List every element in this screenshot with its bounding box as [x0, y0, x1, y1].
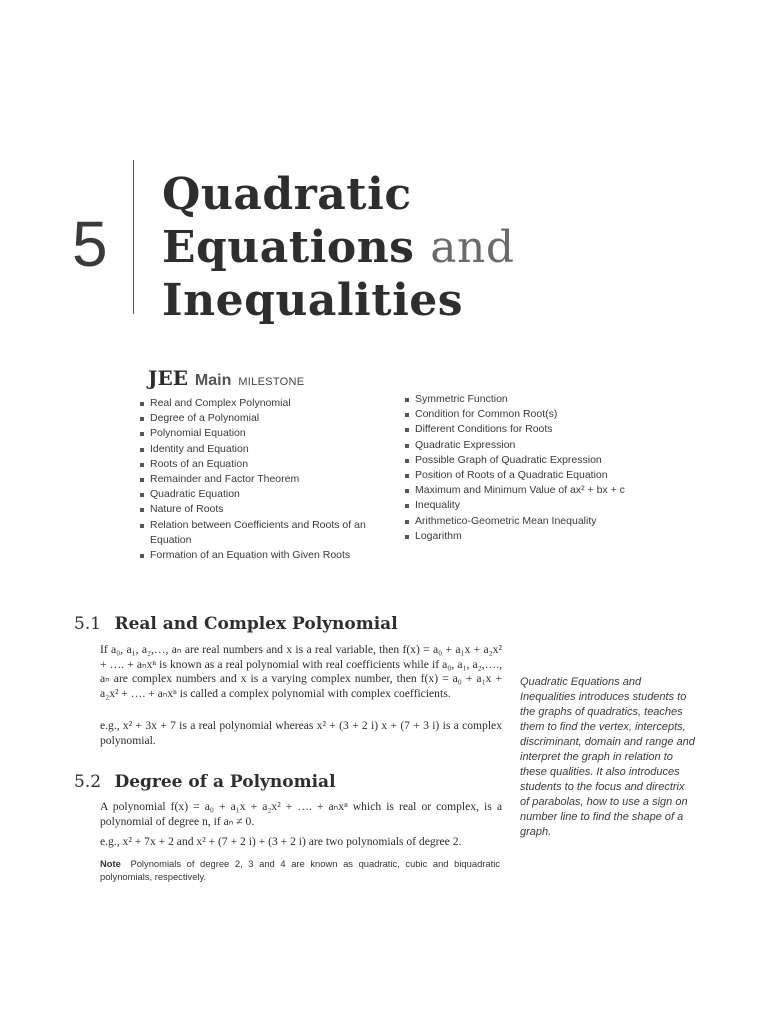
list-item: Maximum and Minimum Value of ax² + bx + c: [404, 483, 664, 498]
list-item: Quadratic Expression: [404, 438, 664, 453]
list-item: Symmetric Function: [404, 392, 664, 407]
section-title: Degree of a Polynomial: [114, 772, 336, 792]
chapter-title: [162, 168, 515, 327]
list-item: Roots of an Equation: [139, 457, 375, 472]
milestone-label: MILESTONE: [238, 376, 305, 388]
milestone-heading: [148, 366, 304, 390]
list-item: Different Conditions for Roots: [404, 422, 664, 437]
list-item: Remainder and Factor Theorem: [139, 472, 375, 487]
section-number: 5.2: [74, 772, 102, 792]
list-item: Possible Graph of Quadratic Expression: [404, 453, 664, 468]
list-item: Identity and Equation: [139, 442, 375, 457]
list-item: Nature of Roots: [139, 502, 375, 517]
note-label: Note: [100, 858, 121, 869]
chapter-title-and: and: [430, 222, 515, 273]
list-item: Position of Roots of a Quadratic Equation: [404, 468, 664, 483]
list-item: Logarithm: [404, 529, 664, 544]
list-item: Degree of a Polynomial: [139, 411, 375, 426]
list-item: Real and Complex Polynomial: [139, 396, 375, 411]
list-item: Condition for Common Root(s): [404, 407, 664, 422]
section-heading-5-1: [74, 614, 398, 634]
section-5-1-example: e.g., x² + 3x + 7 is a real polynomial whereas x² + (3 + 2 i) x + (7 + 3 i) is a complex polynomial.: [100, 719, 502, 747]
chapter-title-line2: Equations: [162, 222, 415, 273]
milestone-jee: JEE: [148, 366, 188, 390]
section-heading-5-2: [74, 772, 336, 792]
note-box: [100, 858, 500, 883]
side-note: Quadratic Equations and Inequalities introduces students to the graphs of quadratics, teaches them to find the vertex, intercepts, discriminant, domain and range and interpret the graph in relation to these qualities. It also introduces students to the focus and directrix of parabolas, how to use a sign on number line to find the shape of a graph.: [520, 676, 695, 838]
section-title: Real and Complex Polynomial: [114, 614, 398, 634]
note-text: Polynomials of degree 2, 3 and 4 are known as quadratic, cubic and biquadratic polynomials, respectively.: [100, 858, 500, 882]
list-item: Polynomial Equation: [139, 426, 375, 441]
section-5-1-paragraph: If a₀, a₁, a₂,…, aₙ are real numbers and x is a real variable, then f(x) = a₀ + a₁x + a₂x² + …. + aₙxⁿ is known as a real polynomial with real coefficients while if a₀, a₁, a₂,…., aₙ are complex numbers and x is a varying complex number, then f(x) = a₀ + a₁x + a₂x² + …. + aₙxⁿ is called a complex polynomial with complex coefficients.: [100, 643, 502, 700]
list-item: Quadratic Equation: [139, 487, 375, 502]
milestone-list-left: [139, 396, 375, 563]
list-item: Arithmetico-Geometric Mean Inequality: [404, 514, 664, 529]
section-5-2-example: e.g., x² + 7x + 2 and x² + (7 + 2 i) + (3 + 2 i) are two polynomials of degree 2.: [100, 835, 462, 848]
chapter-number: 5: [72, 208, 108, 280]
section-number: 5.1: [74, 614, 102, 634]
chapter-title-line1: Quadratic: [162, 169, 412, 220]
chapter-title-line3: Inequalities: [162, 275, 464, 326]
list-item: Formation of an Equation with Given Roots: [139, 548, 375, 563]
list-item: Relation between Coefficients and Roots of an Equation: [139, 518, 375, 548]
milestone-main: Main: [194, 372, 232, 389]
chapter-divider: [133, 160, 134, 314]
list-item: Inequality: [404, 498, 664, 513]
section-5-2-paragraph: A polynomial f(x) = a₀ + a₁x + a₂x² + …. + aₙxⁿ which is real or complex, is a polynomial of degree n, if aₙ ≠ 0.: [100, 800, 502, 828]
milestone-list-right: [404, 392, 664, 544]
